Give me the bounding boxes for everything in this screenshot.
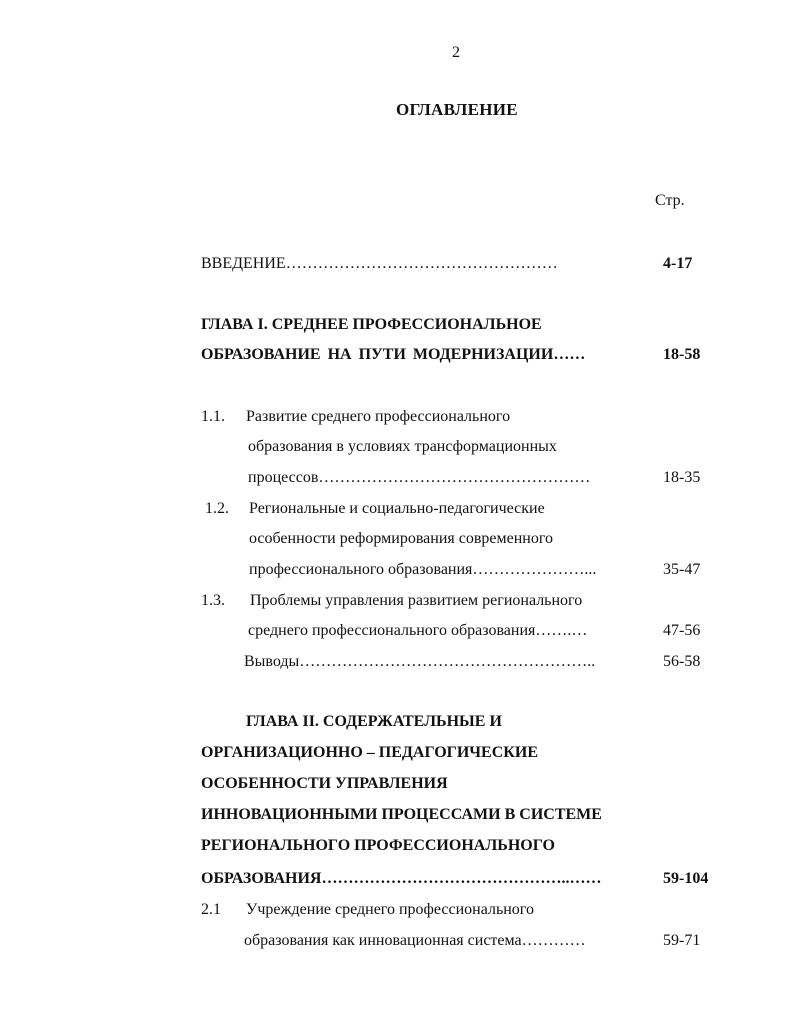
section-title-line: Развитие среднего профессионального [246,408,511,425]
chapter-title-line: ОРГАНИЗАЦИОННО – ПЕДАГОГИЧЕСКИЕ [201,744,538,761]
section-title-line: образования как инновационная система………… [244,932,586,949]
section-title-line: Проблемы управления развитием регионального [250,592,583,609]
chapter-title-line: РЕГИОНАЛЬНОГО ПРОФЕССИОНАЛЬНОГО [201,837,555,854]
section-number: 1.3. [201,592,225,609]
toc-pages: 47-56 [663,622,701,639]
page-title: ОГЛАВЛЕНИЕ [396,100,518,119]
chapter-title-line: ГЛАВА I. СРЕДНЕЕ ПРОФЕССИОНАЛЬНОЕ [201,316,542,333]
section-title-line: профессионального образования…………………... [249,561,597,578]
toc-pages: 59-104 [663,870,709,887]
toc-pages: 35-47 [663,561,701,578]
page-column-header: Стр. [655,192,685,209]
page-number: 2 [452,44,460,61]
toc-pages: 18-35 [663,469,701,486]
chapter-title-line: ГЛАВА II. СОДЕРЖАТЕЛЬНЫЕ И [246,713,502,730]
toc-pages: 59-71 [663,932,701,949]
chapter-title-line: ОСОБЕННОСТИ УПРАВЛЕНИЯ [201,775,448,792]
section-title-line: Региональные и социально-педагогические [249,500,545,517]
toc-label: Выводы……………………………………………….. [244,653,596,670]
section-title-line: особенности реформирования современного [249,530,554,547]
toc-label: ВВЕДЕНИЕ…………………………………………… [201,255,558,272]
chapter-title-line: ИННОВАЦИОННЫМИ ПРОЦЕССАМИ В СИСТЕМЕ [201,806,602,823]
section-number: 2.1 [201,901,221,918]
chapter-title-line: ОБРАЗОВАНИЕ НА ПУТИ МОДЕРНИЗАЦИИ…… [201,346,586,363]
toc-pages: 18-58 [663,346,701,363]
section-number: 1.2. [205,500,229,517]
toc-pages: 4-17 [663,255,693,272]
section-title-line: среднего профессионального образования…….… [248,622,588,639]
section-title-line: Учреждение среднего профессионального [246,901,534,918]
section-title-line: процессов…………………………………………… [248,469,591,486]
chapter-title-line: ОБРАЗОВАНИЯ………………………………………..…… [201,870,602,887]
section-number: 1.1. [201,408,225,425]
section-title-line: образования в условиях трансформационных [248,438,557,455]
toc-pages: 56-58 [663,653,701,670]
